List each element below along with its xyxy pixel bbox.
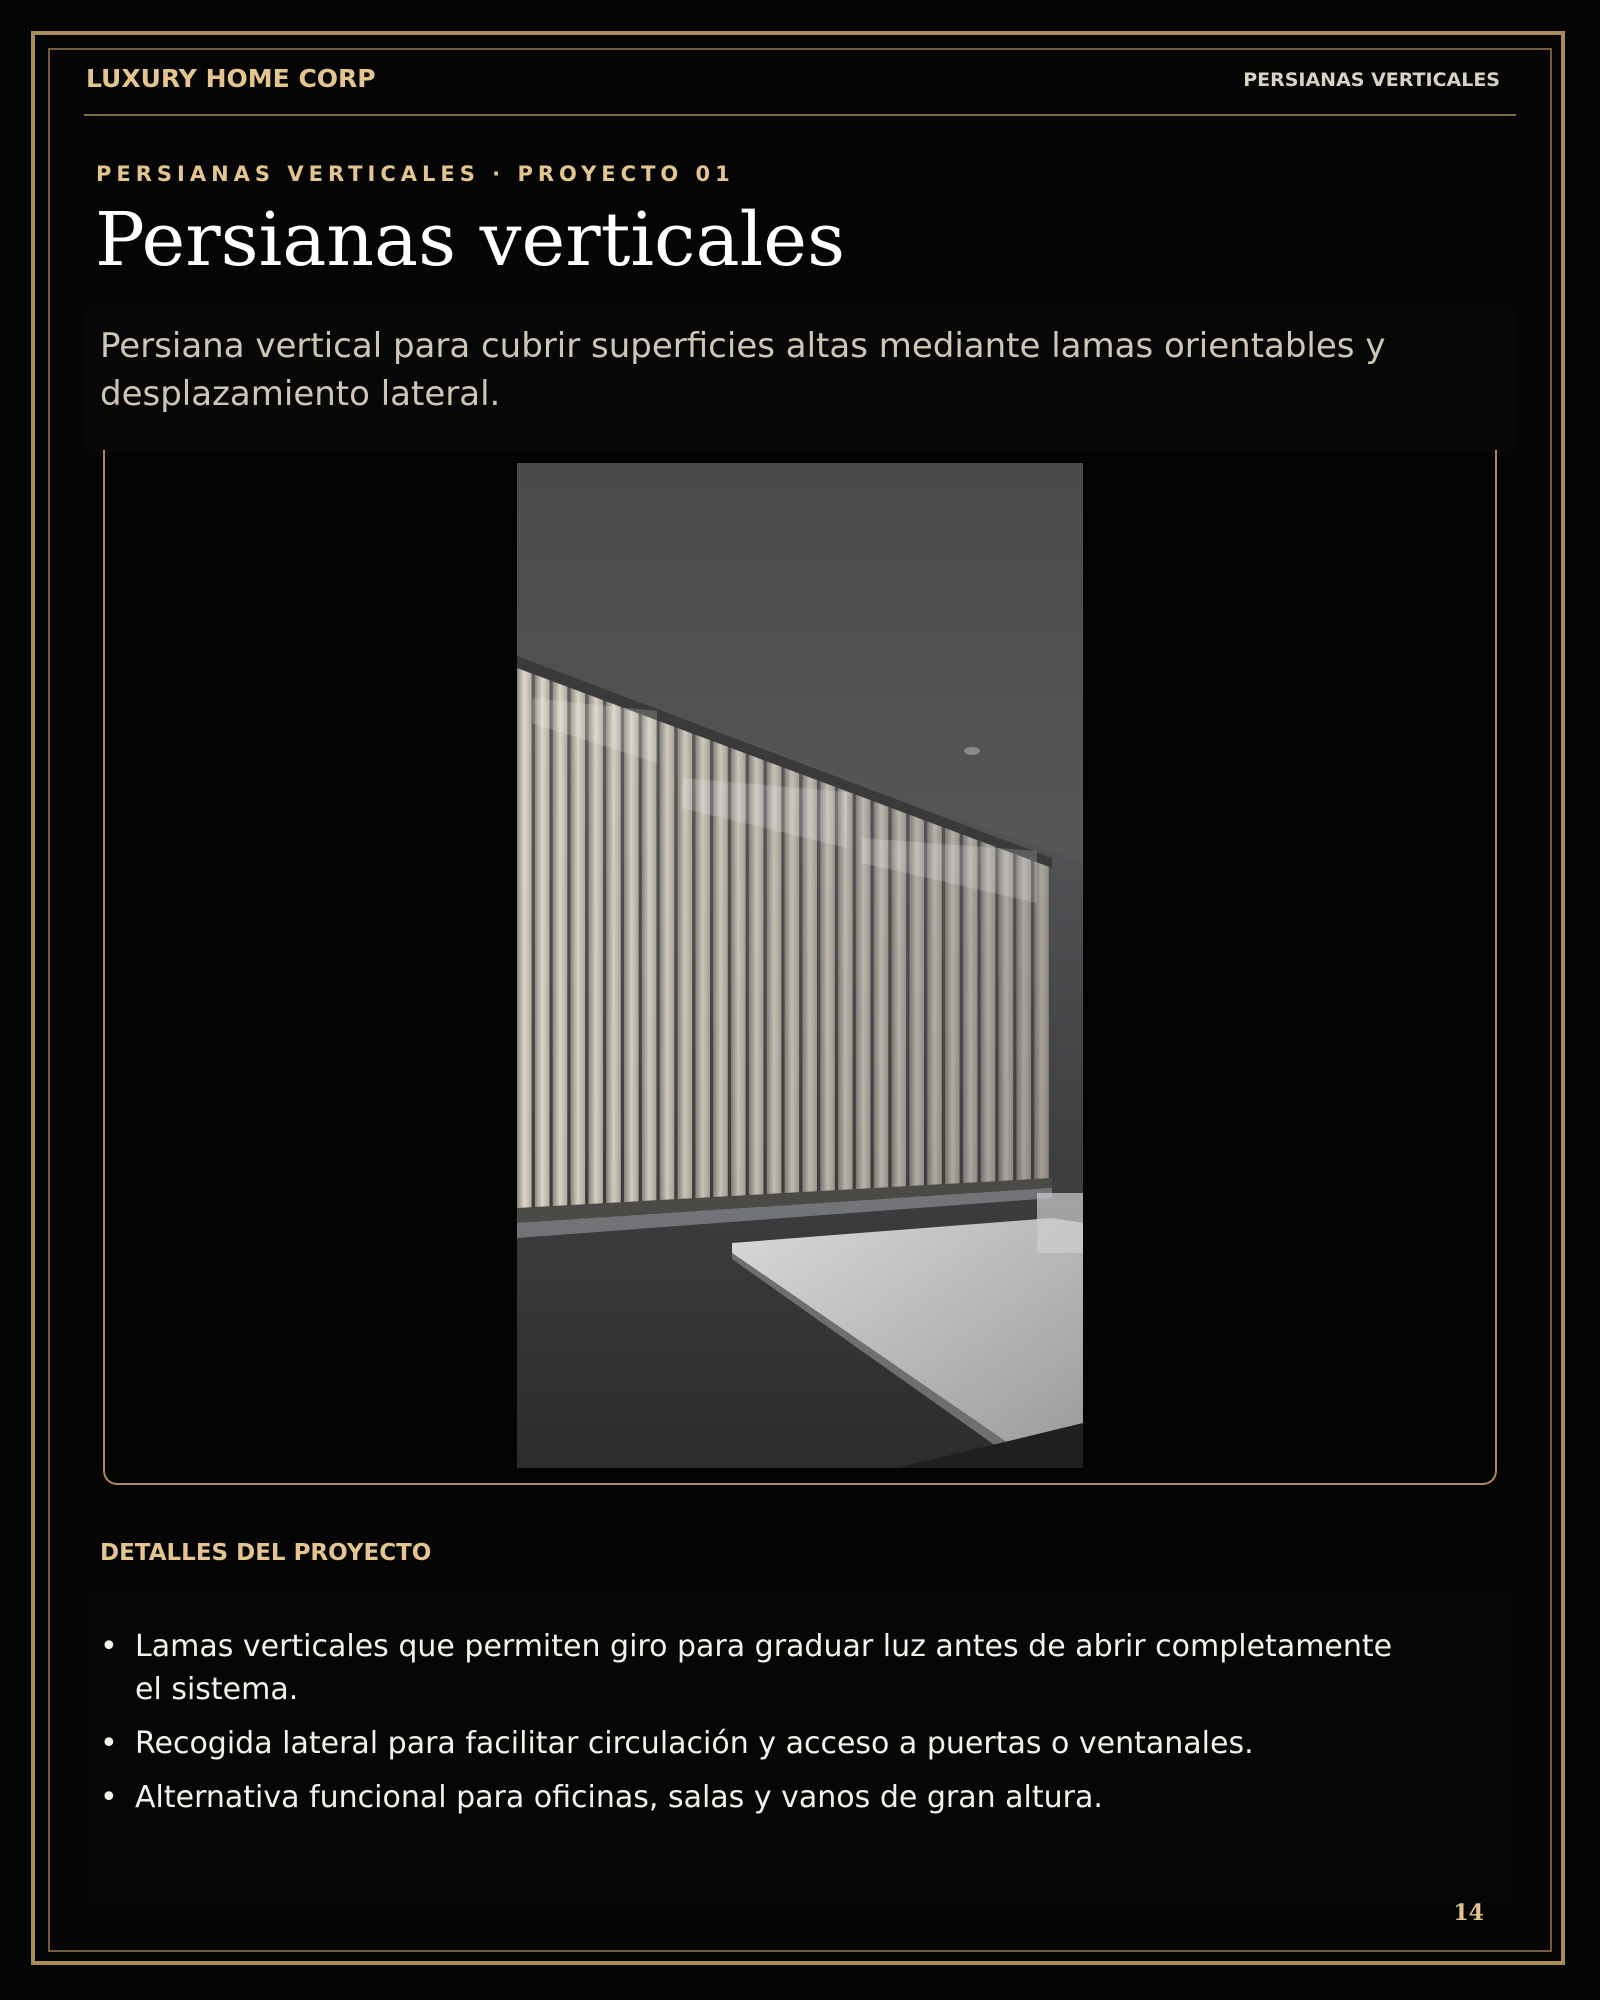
blind-slat (820, 781, 835, 1203)
blind-slat (553, 681, 568, 1220)
blind-slat (624, 708, 639, 1216)
bullet-icon: • (100, 1780, 118, 1815)
details-list (100, 1625, 1410, 1830)
bullet-icon: • (100, 1726, 118, 1761)
list-item (100, 1722, 1410, 1765)
blind-slat (517, 668, 532, 1223)
blind-slat (571, 688, 586, 1220)
list-item-text: Lamas verticales que permiten giro para graduar luz antes de abrir completamente el sistema. (135, 1629, 1393, 1707)
list-item-text: Recogida lateral para facilitar circulación y acceso a puertas o ventanales. (135, 1726, 1254, 1761)
blind-slat (535, 675, 550, 1222)
blind-slat (999, 848, 1014, 1192)
header-divider (84, 114, 1516, 116)
details-heading: DETALLES DEL PROYECTO (100, 1540, 432, 1566)
page-subtitle: Persiana vertical para cubrir superficies altas mediante lamas orientables y desplazamiento lateral. (100, 326, 1386, 414)
blind-slat (642, 715, 657, 1215)
blind-slat (981, 841, 996, 1192)
page-number: 14 (1453, 1900, 1484, 1926)
blind-slat (660, 721, 675, 1213)
brand-name: LUXURY HOME CORP (86, 64, 376, 93)
blind-slat (1034, 861, 1049, 1189)
list-item-text: Alternativa funcional para oficinas, salas y vanos de gran altura. (135, 1780, 1103, 1815)
list-item (100, 1776, 1410, 1819)
project-photo (517, 463, 1083, 1468)
project-kicker: PERSIANAS VERTICALES · PROYECTO 01 (96, 162, 735, 186)
blind-slat (606, 701, 621, 1217)
list-item (100, 1625, 1410, 1711)
header-section-label: PERSIANAS VERTICALES (1243, 69, 1500, 91)
page-title: Persianas verticales (95, 197, 846, 283)
blind-slat (1016, 855, 1031, 1191)
bullet-icon: • (100, 1629, 118, 1664)
blind-slat (588, 695, 603, 1219)
blind-slat (838, 788, 853, 1202)
vertical-blinds-photo (517, 463, 1083, 1468)
